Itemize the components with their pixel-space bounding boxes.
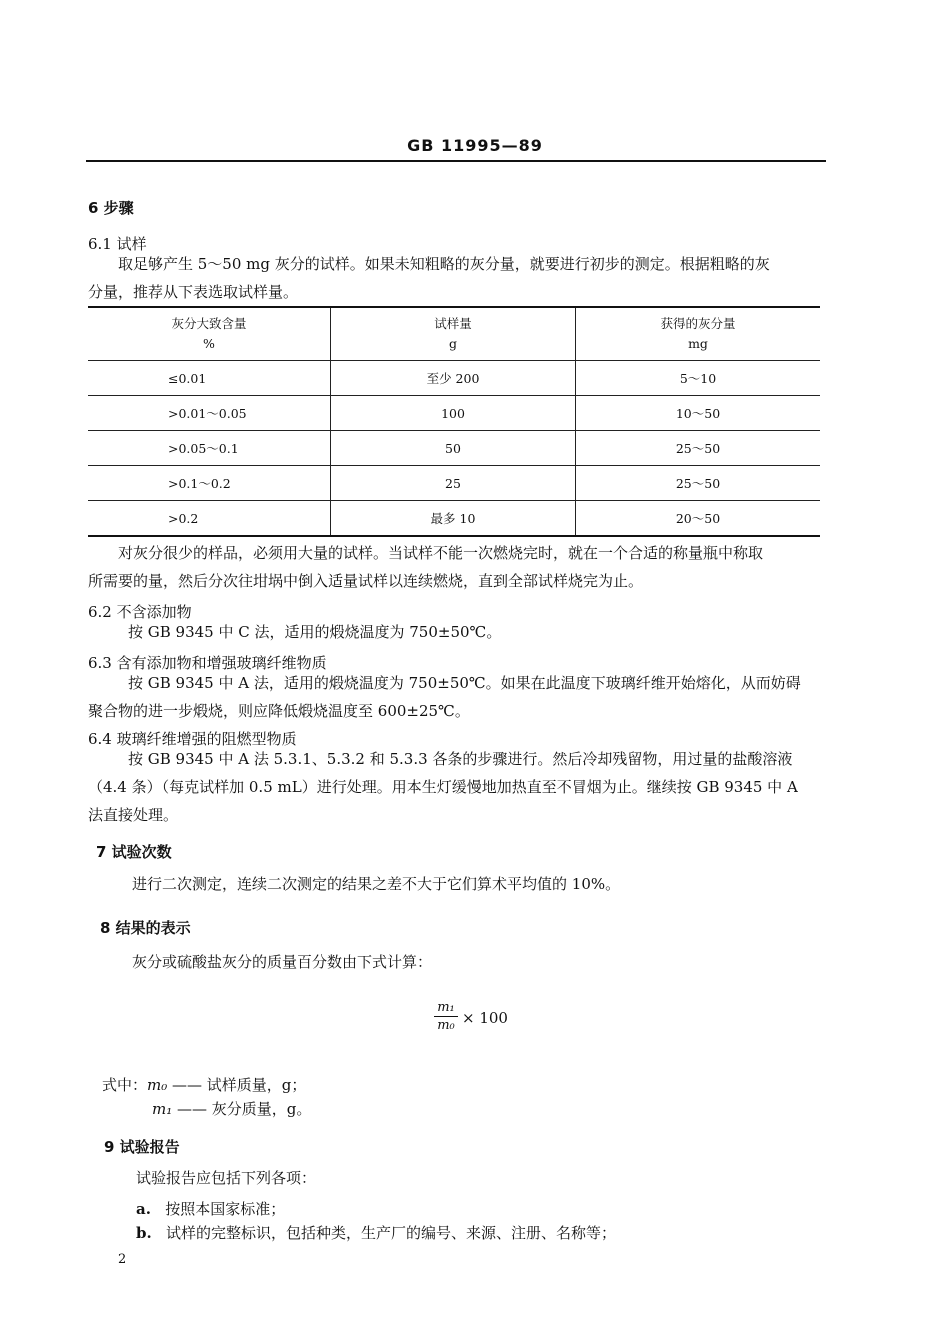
section-6-4-line1: 按 GB 9345 中 A 法 5.3.1、5.3.2 和 5.3.3 各条的步骤进行。然后冷却残留物，用过量的盐酸溶液 bbox=[128, 750, 793, 768]
section-6-3-title: 6.3 含有添加物和增强玻璃纤维物质 bbox=[88, 654, 327, 672]
table-row bbox=[88, 501, 820, 537]
section-9-intro: 试验报告应包括下列各项： bbox=[136, 1169, 317, 1187]
report-item-text: 按照本国家标准； bbox=[165, 1200, 286, 1218]
header-unit: % bbox=[203, 336, 215, 351]
table-row bbox=[88, 431, 820, 466]
table-header-row bbox=[88, 307, 820, 361]
where-line-m0 bbox=[102, 1074, 306, 1095]
table-cell: 最多 10 bbox=[331, 501, 576, 537]
formula-denominator: m₀ bbox=[437, 1018, 455, 1033]
table-header-cell bbox=[576, 307, 821, 361]
table-header-cell bbox=[331, 307, 576, 361]
formula-fraction bbox=[434, 1000, 458, 1033]
table-cell: >0.2 bbox=[88, 501, 331, 537]
formula-numerator: m₁ bbox=[434, 1000, 458, 1017]
section-9-title: 9 试验报告 bbox=[104, 1138, 180, 1156]
table-cell: 50 bbox=[331, 431, 576, 466]
standard-header: GB 11995—89 bbox=[407, 136, 543, 155]
header-label: 灰分大致含量 bbox=[171, 316, 247, 331]
table-cell: >0.1～0.2 bbox=[88, 466, 331, 501]
section-6-3-line1: 按 GB 9345 中 A 法，适用的煅烧温度为 750±50℃。如果在此温度下玻璃纤维开始熔化，从而妨碍 bbox=[128, 674, 801, 692]
header-label: 获得的灰分量 bbox=[660, 316, 736, 331]
table-cell: 25～50 bbox=[576, 466, 821, 501]
variable-m0: m₀ bbox=[147, 1076, 168, 1094]
section-6-2-title: 6.2 不含添加物 bbox=[88, 603, 192, 621]
page-number: 2 bbox=[118, 1252, 127, 1267]
table-cell: 10～50 bbox=[576, 396, 821, 431]
section-7-title: 7 试验次数 bbox=[96, 843, 172, 861]
table-cell: ≤0.01 bbox=[88, 361, 331, 396]
section-6-1-line1: 取足够产生 5～50 mg 灰分的试样。如果未知粗略的灰分量，就要进行初步的测定。根据粗略的灰 bbox=[118, 255, 770, 273]
report-item bbox=[136, 1222, 616, 1243]
section-6-4-line3: 法直接处理。 bbox=[88, 806, 179, 824]
variable-m1-desc: —— 灰分质量，g。 bbox=[172, 1100, 312, 1118]
table-cell: 5～10 bbox=[576, 361, 821, 396]
section-8-text: 灰分或硫酸盐灰分的质量百分数由下式计算： bbox=[132, 953, 433, 971]
report-item bbox=[136, 1198, 285, 1219]
report-item-text: 试样的完整标识，包括种类，生产厂的编号、来源、注册、名称等； bbox=[166, 1224, 617, 1242]
section-6-4-line2: （4.4 条）（每克试样加 0.5 mL）进行处理。用本生灯缓慢地加热直至不冒烟为止。继续按 GB 9345 中 A bbox=[88, 778, 798, 796]
section-7-text: 进行二次测定，连续二次测定的结果之差不大于它们算术平均值的 10%。 bbox=[132, 875, 621, 893]
report-item-mark: a. bbox=[136, 1200, 151, 1218]
header-unit: mg bbox=[688, 336, 708, 351]
table-cell: 25～50 bbox=[576, 431, 821, 466]
table-row bbox=[88, 396, 820, 431]
after-table-line1: 对灰分很少的样品，必须用大量的试样。当试样不能一次燃烧完时，就在一个合适的称量瓶中称取 bbox=[118, 544, 764, 562]
where-line-m1 bbox=[152, 1098, 311, 1119]
header-rule bbox=[86, 160, 826, 162]
after-table-line2: 所需要的量，然后分次往坩埚中倒入适量试样以连续燃烧，直到全部试样烧完为止。 bbox=[88, 572, 644, 590]
table-cell: >0.05～0.1 bbox=[88, 431, 331, 466]
header-unit: g bbox=[448, 336, 457, 351]
variable-m0-desc: —— 试样质量，g； bbox=[167, 1076, 307, 1094]
table-row bbox=[88, 466, 820, 501]
table-cell: 25 bbox=[331, 466, 576, 501]
table-header-cell bbox=[88, 307, 331, 361]
section-6-2-text: 按 GB 9345 中 C 法，适用的煅烧温度为 750±50℃。 bbox=[128, 623, 502, 641]
table-cell: 至少 200 bbox=[331, 361, 576, 396]
section-6-4-title: 6.4 玻璃纤维增强的阻燃型物质 bbox=[88, 730, 297, 748]
sample-quantity-table bbox=[88, 306, 820, 537]
formula-multiplier: × 100 bbox=[462, 1009, 508, 1027]
table-cell: >0.01～0.05 bbox=[88, 396, 331, 431]
variable-m1: m₁ bbox=[152, 1100, 173, 1118]
section-6-1-line2: 分量，推荐从下表选取试样量。 bbox=[88, 283, 299, 301]
report-item-mark: b. bbox=[136, 1224, 152, 1242]
where-label: 式中： bbox=[102, 1076, 148, 1094]
table-cell: 20～50 bbox=[576, 501, 821, 537]
table-cell: 100 bbox=[331, 396, 576, 431]
section-6-1-title: 6.1 试样 bbox=[88, 235, 147, 253]
header-label: 试样量 bbox=[434, 316, 472, 331]
section-6-3-line2: 聚合物的进一步煅烧，则应降低煅烧温度至 600±25℃。 bbox=[88, 702, 470, 720]
section-6-title: 6 步骤 bbox=[88, 199, 134, 217]
table-row bbox=[88, 361, 820, 396]
section-8-title: 8 结果的表示 bbox=[100, 919, 191, 937]
